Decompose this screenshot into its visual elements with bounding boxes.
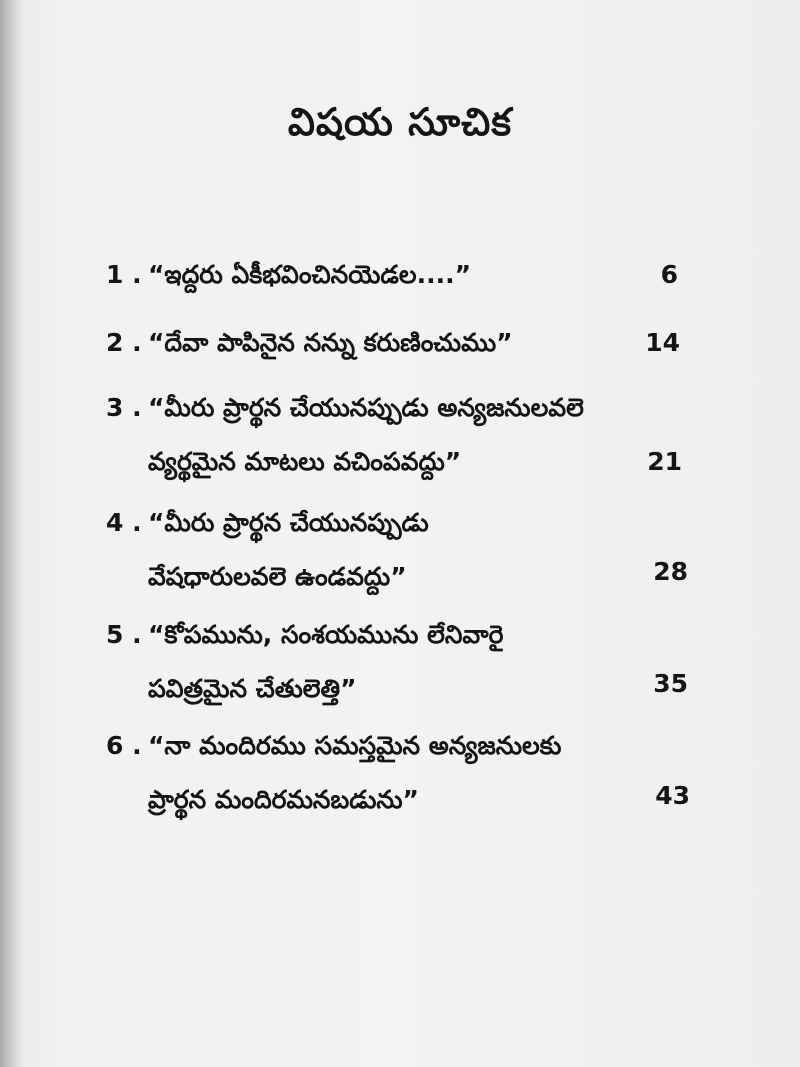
toc-entry-title: “నా మందిరము సమస్తమైన అన్యజనులకు — [148, 731, 562, 760]
toc-entry-page: 43 — [655, 781, 690, 810]
toc-entry-title-continued: పవిత్రమైన చేతులెత్తి” — [148, 674, 357, 703]
toc-entry-page: 6 — [660, 260, 678, 289]
toc-entry-title: “కోపమును, సంశయమును లేనివారై — [148, 620, 504, 649]
toc-entry-page: 14 — [645, 328, 680, 357]
page-title: విషయ సూచిక — [287, 100, 513, 144]
toc-entry-title-continued: వేషధారులవలె ఉండవద్దు” — [148, 562, 407, 591]
toc-entry-title: “మీరు ప్రార్థన చేయునప్పుడు — [148, 508, 429, 537]
toc-entry-title-continued: వ్యర్థమైన మాటలు వచింపవద్దు” — [148, 447, 462, 476]
toc-entry-number: 2 . — [106, 328, 142, 357]
toc-entry-title: “దేవా పాపినైన నన్ను కరుణించుము” — [148, 328, 513, 357]
book-spine-shadow — [0, 0, 22, 1067]
toc-entry-page: 35 — [653, 669, 688, 698]
toc-entry-title: “ఇద్దరు ఏకీభవించినయెడల....” — [148, 260, 472, 289]
toc-entry-page: 28 — [653, 557, 688, 586]
toc-entry-title-continued: ప్రార్థన మందిరమనబడును” — [148, 785, 419, 814]
toc-entry-number: 1 . — [106, 260, 142, 289]
toc-entry-number: 5 . — [106, 620, 142, 649]
toc-entry-number: 6 . — [106, 731, 142, 760]
toc-entry-page: 21 — [647, 447, 682, 476]
toc-entry-number: 3 . — [106, 393, 142, 422]
toc-entry-number: 4 . — [106, 508, 142, 537]
toc-entry-title: “మీరు ప్రార్థన చేయునప్పుడు అన్యజనులవలె — [148, 393, 584, 422]
